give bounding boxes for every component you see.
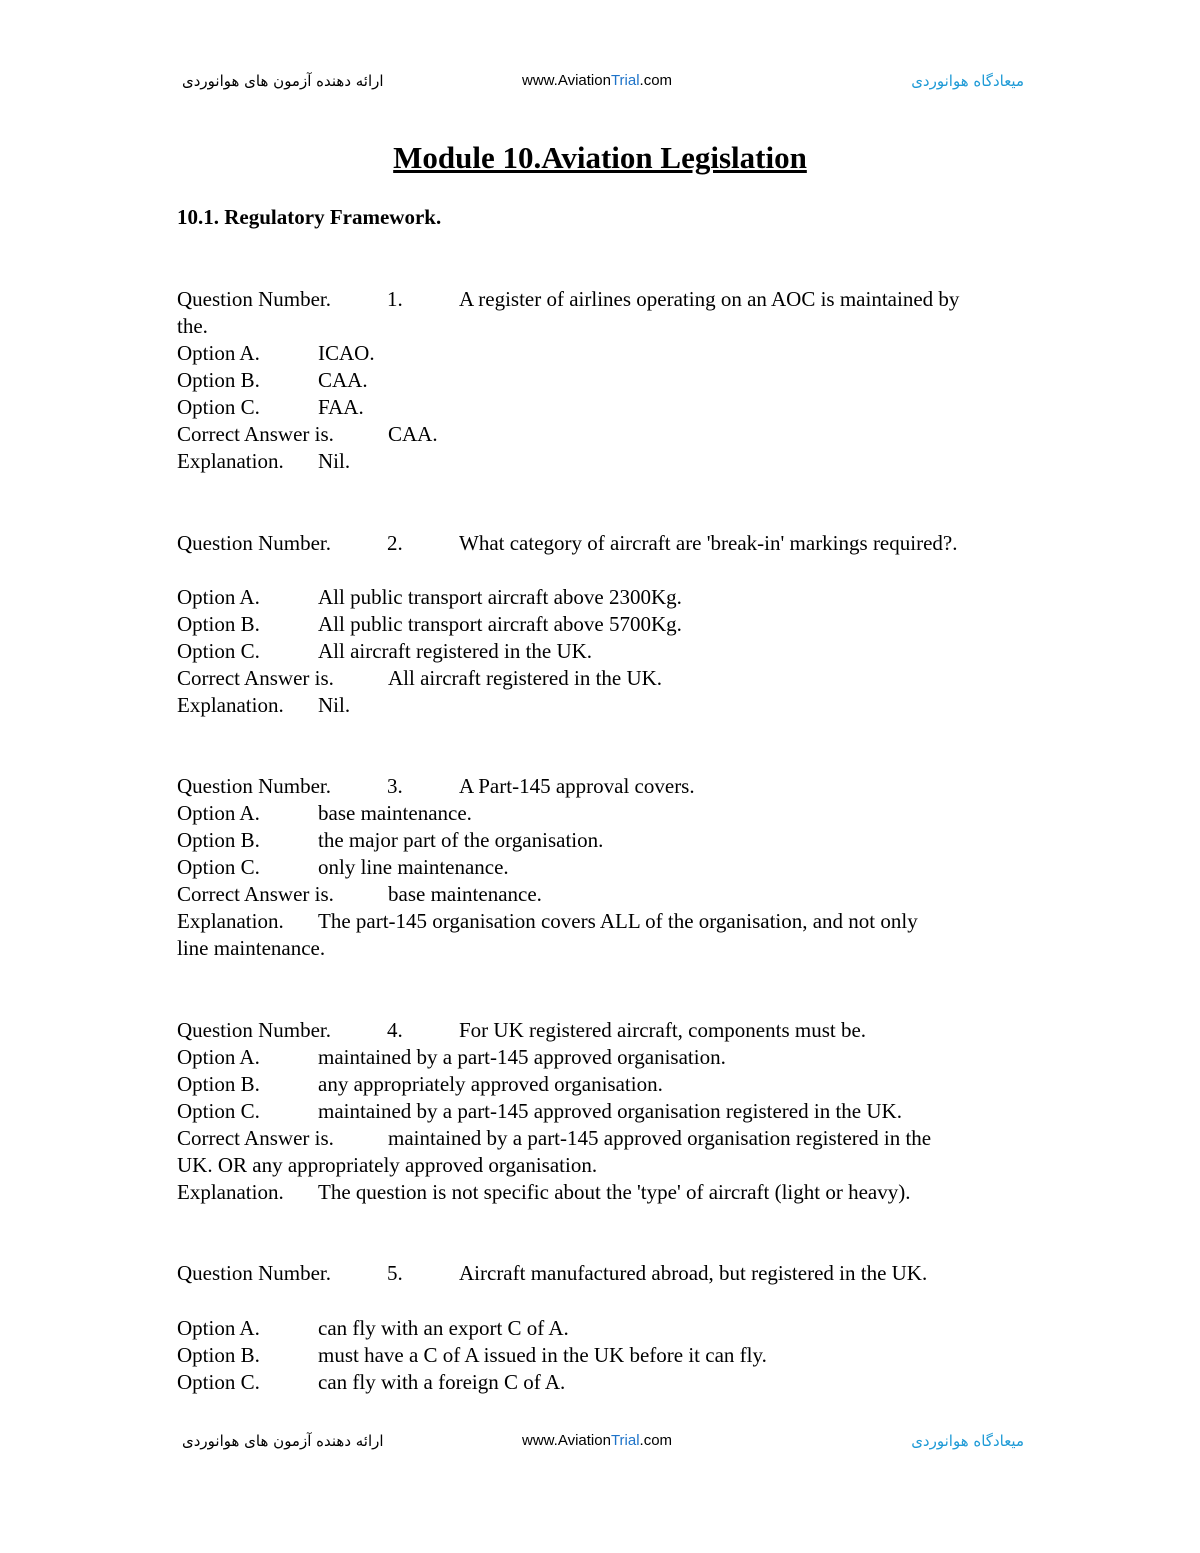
- option-c-text: only line maintenance.: [318, 855, 509, 879]
- option-c-label: Option C.: [177, 1099, 260, 1123]
- option-b-text: All public transport aircraft above 5700Kg.: [318, 612, 682, 636]
- option-a-text: can fly with an export C of A.: [318, 1316, 569, 1340]
- option-c-line: [177, 854, 509, 881]
- correct-answer-label: Correct Answer is.: [177, 882, 334, 906]
- correct-answer-continued: UK. OR any appropriately approved organisation.: [177, 1153, 598, 1177]
- option-a-label: Option A.: [177, 1045, 260, 1069]
- option-b-text: must have a C of A issued in the UK before it can fly.: [318, 1343, 767, 1367]
- option-c-text: All aircraft registered in the UK.: [318, 639, 593, 663]
- option-c-label: Option C.: [177, 855, 260, 879]
- correct-answer-line: [177, 881, 542, 908]
- option-b-line: [177, 367, 368, 394]
- explanation-line: [177, 448, 350, 475]
- option-b-line: [177, 611, 682, 638]
- option-a-text: All public transport aircraft above 2300Kg.: [318, 585, 682, 609]
- correct-answer-line: [177, 421, 438, 448]
- question-line: [177, 530, 957, 557]
- option-b-line: [177, 1342, 767, 1369]
- footer-left-text: ارائه دهنده آزمون های هوانوردی: [182, 1432, 384, 1450]
- question-text-continued: the.: [177, 314, 208, 338]
- explanation-line: [177, 908, 918, 935]
- footer-url-link[interactable]: [522, 1432, 672, 1449]
- header-url-prefix: www.Aviation: [522, 72, 611, 89]
- explanation-text: Nil.: [318, 693, 351, 717]
- header-url-suffix: .com: [639, 72, 673, 89]
- footer-url-suffix: .com: [639, 1432, 673, 1449]
- option-b-text: the major part of the organisation.: [318, 828, 604, 852]
- option-b-text: CAA.: [318, 368, 368, 392]
- explanation-label: Explanation.: [177, 1180, 284, 1204]
- option-b-label: Option B.: [177, 828, 260, 852]
- page-footer: [0, 1428, 1200, 1458]
- question-label: Question Number.: [177, 1261, 331, 1285]
- option-a-line: [177, 584, 682, 611]
- explanation-label: Explanation.: [177, 693, 284, 717]
- option-a-line: [177, 340, 375, 367]
- option-a-line: [177, 800, 472, 827]
- footer-right-text: میعادگاه هوانوردی: [911, 1432, 1024, 1450]
- question-line: [177, 286, 959, 313]
- option-b-line: [177, 827, 603, 854]
- question-number: 4.: [387, 1018, 403, 1042]
- option-a-text: base maintenance.: [318, 801, 472, 825]
- correct-answer-text: maintained by a part-145 approved organisation registered in the: [388, 1126, 932, 1150]
- correct-answer-label: Correct Answer is.: [177, 666, 334, 690]
- option-b-text: any appropriately approved organisation.: [318, 1072, 663, 1096]
- question-text: Aircraft manufactured abroad, but registered in the UK.: [459, 1261, 928, 1285]
- question-label: Question Number.: [177, 774, 331, 798]
- option-c-label: Option C.: [177, 1370, 260, 1394]
- option-b-label: Option B.: [177, 368, 260, 392]
- option-c-line: [177, 1098, 902, 1125]
- question-label: Question Number.: [177, 287, 331, 311]
- question-text: A register of airlines operating on an AOC is maintained by: [459, 287, 960, 311]
- header-left-text: ارائه دهنده آزمون های هوانوردی: [182, 72, 384, 90]
- option-c-text: can fly with a foreign C of A.: [318, 1370, 566, 1394]
- correct-answer-label: Correct Answer is.: [177, 1126, 334, 1150]
- correct-answer-label: Correct Answer is.: [177, 422, 334, 446]
- header-right-text: میعادگاه هوانوردی: [911, 72, 1024, 90]
- header-url-highlight: Trial: [610, 72, 640, 89]
- header-url-link[interactable]: [522, 72, 672, 89]
- explanation-line: [177, 692, 350, 719]
- question-line: [177, 773, 695, 800]
- option-b-line: [177, 1071, 663, 1098]
- option-c-line: [177, 1369, 565, 1396]
- option-a-line: [177, 1315, 569, 1342]
- option-c-line: [177, 638, 592, 665]
- explanation-label: Explanation.: [177, 909, 284, 933]
- explanation-line: [177, 1179, 910, 1206]
- question-label: Question Number.: [177, 531, 331, 555]
- question-text: For UK registered aircraft, components must be.: [459, 1018, 867, 1042]
- option-c-text: maintained by a part-145 approved organisation registered in the UK.: [318, 1099, 902, 1123]
- option-a-text: ICAO.: [318, 341, 375, 365]
- footer-url-highlight: Trial: [610, 1432, 640, 1449]
- correct-answer-line: [177, 1125, 931, 1152]
- question-line: [177, 1017, 866, 1044]
- option-b-label: Option B.: [177, 1343, 260, 1367]
- correct-answer-text: CAA.: [388, 422, 438, 446]
- question-number: 1.: [387, 287, 403, 311]
- page-header: [0, 68, 1200, 98]
- option-a-text: maintained by a part-145 approved organisation.: [318, 1045, 726, 1069]
- correct-answer-text: All aircraft registered in the UK.: [388, 666, 663, 690]
- explanation-text-continued: line maintenance.: [177, 936, 326, 960]
- document-title: Module 10.Aviation Legislation: [393, 140, 807, 175]
- option-c-line: [177, 394, 364, 421]
- question-line: [177, 1260, 927, 1287]
- option-a-line: [177, 1044, 726, 1071]
- option-a-label: Option A.: [177, 801, 260, 825]
- section-heading: 10.1. Regulatory Framework.: [177, 205, 442, 229]
- explanation-text: The part-145 organisation covers ALL of the organisation, and not only: [318, 909, 918, 933]
- option-c-text: FAA.: [318, 395, 364, 419]
- question-label: Question Number.: [177, 1018, 331, 1042]
- correct-answer-text: base maintenance.: [388, 882, 542, 906]
- explanation-text: The question is not specific about the 'type' of aircraft (light or heavy).: [318, 1180, 911, 1204]
- question-text: A Part-145 approval covers.: [459, 774, 695, 798]
- option-a-label: Option A.: [177, 585, 260, 609]
- question-number: 5.: [387, 1261, 403, 1285]
- option-b-label: Option B.: [177, 1072, 260, 1096]
- question-text: What category of aircraft are 'break-in' markings required?.: [459, 531, 958, 555]
- question-number: 2.: [387, 531, 403, 555]
- correct-answer-line: [177, 665, 662, 692]
- option-a-label: Option A.: [177, 341, 260, 365]
- option-c-label: Option C.: [177, 395, 260, 419]
- explanation-label: Explanation.: [177, 449, 284, 473]
- explanation-text: Nil.: [318, 449, 351, 473]
- option-c-label: Option C.: [177, 639, 260, 663]
- option-a-label: Option A.: [177, 1316, 260, 1340]
- footer-url-prefix: www.Aviation: [522, 1432, 611, 1449]
- option-b-label: Option B.: [177, 612, 260, 636]
- question-number: 3.: [387, 774, 403, 798]
